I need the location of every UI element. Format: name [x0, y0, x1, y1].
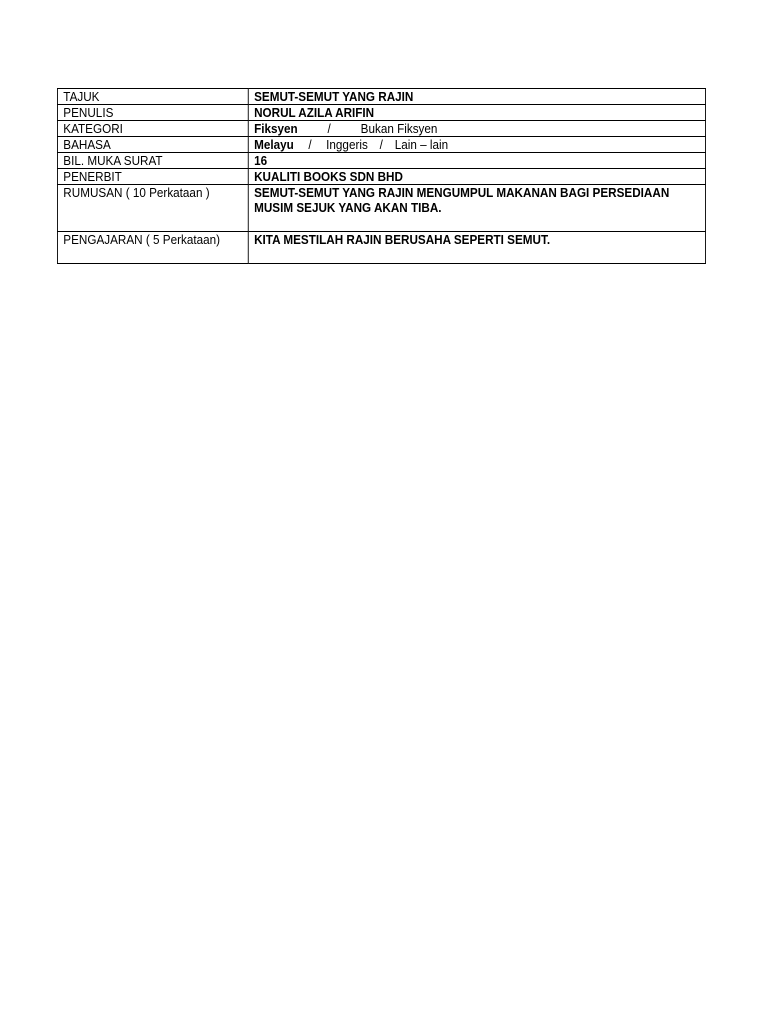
bahasa-separator-1: / [308, 137, 312, 152]
label-tajuk: TAJUK [57, 89, 248, 105]
table-row-tajuk [57, 89, 705, 105]
table-row-penerbit [57, 169, 705, 185]
bahasa-option-lain-lain: Lain – lain [394, 137, 449, 152]
table-row-rumusan [57, 185, 705, 232]
value-rumusan: SEMUT-SEMUT YANG RAJIN MENGUMPUL MAKANAN BAGI PERSEDIAAN MUSIM SEJUK YANG AKAN TIBA. [248, 185, 705, 232]
table-row-kategori [57, 121, 705, 137]
bahasa-separator-2: / [379, 137, 383, 152]
label-pengajaran: PENGAJARAN ( 5 Perkataan) [57, 232, 248, 264]
value-pengajaran: KITA MESTILAH RAJIN BERUSAHA SEPERTI SEMUT. [248, 232, 705, 264]
table-row-bahasa [57, 137, 705, 153]
label-penerbit: PENERBIT [57, 169, 248, 185]
table-row-pengajaran [57, 232, 705, 264]
table-row-penulis [57, 105, 705, 121]
value-tajuk: SEMUT-SEMUT YANG RAJIN [248, 89, 705, 105]
label-kategori: KATEGORI [57, 121, 248, 137]
label-rumusan: RUMUSAN ( 10 Perkataan ) [57, 185, 248, 232]
value-penulis: NORUL AZILA ARIFIN [248, 105, 705, 121]
book-record-table [57, 88, 706, 264]
kategori-separator: / [327, 121, 331, 136]
value-bil-muka-surat: 16 [248, 153, 705, 169]
value-penerbit: KUALITI BOOKS SDN BHD [248, 169, 705, 185]
bahasa-option-melayu: Melayu [254, 137, 294, 152]
bahasa-option-inggeris: Inggeris [326, 137, 368, 152]
table-row-bil-muka-surat [57, 153, 705, 169]
kategori-option-fiksyen: Fiksyen [254, 121, 298, 136]
label-bahasa: BAHASA [57, 137, 248, 153]
value-bahasa [248, 137, 705, 153]
value-kategori [248, 121, 705, 137]
label-penulis: PENULIS [57, 105, 248, 121]
label-bil-muka-surat: BIL. MUKA SURAT [57, 153, 248, 169]
kategori-option-bukan-fiksyen: Bukan Fiksyen [360, 121, 438, 136]
